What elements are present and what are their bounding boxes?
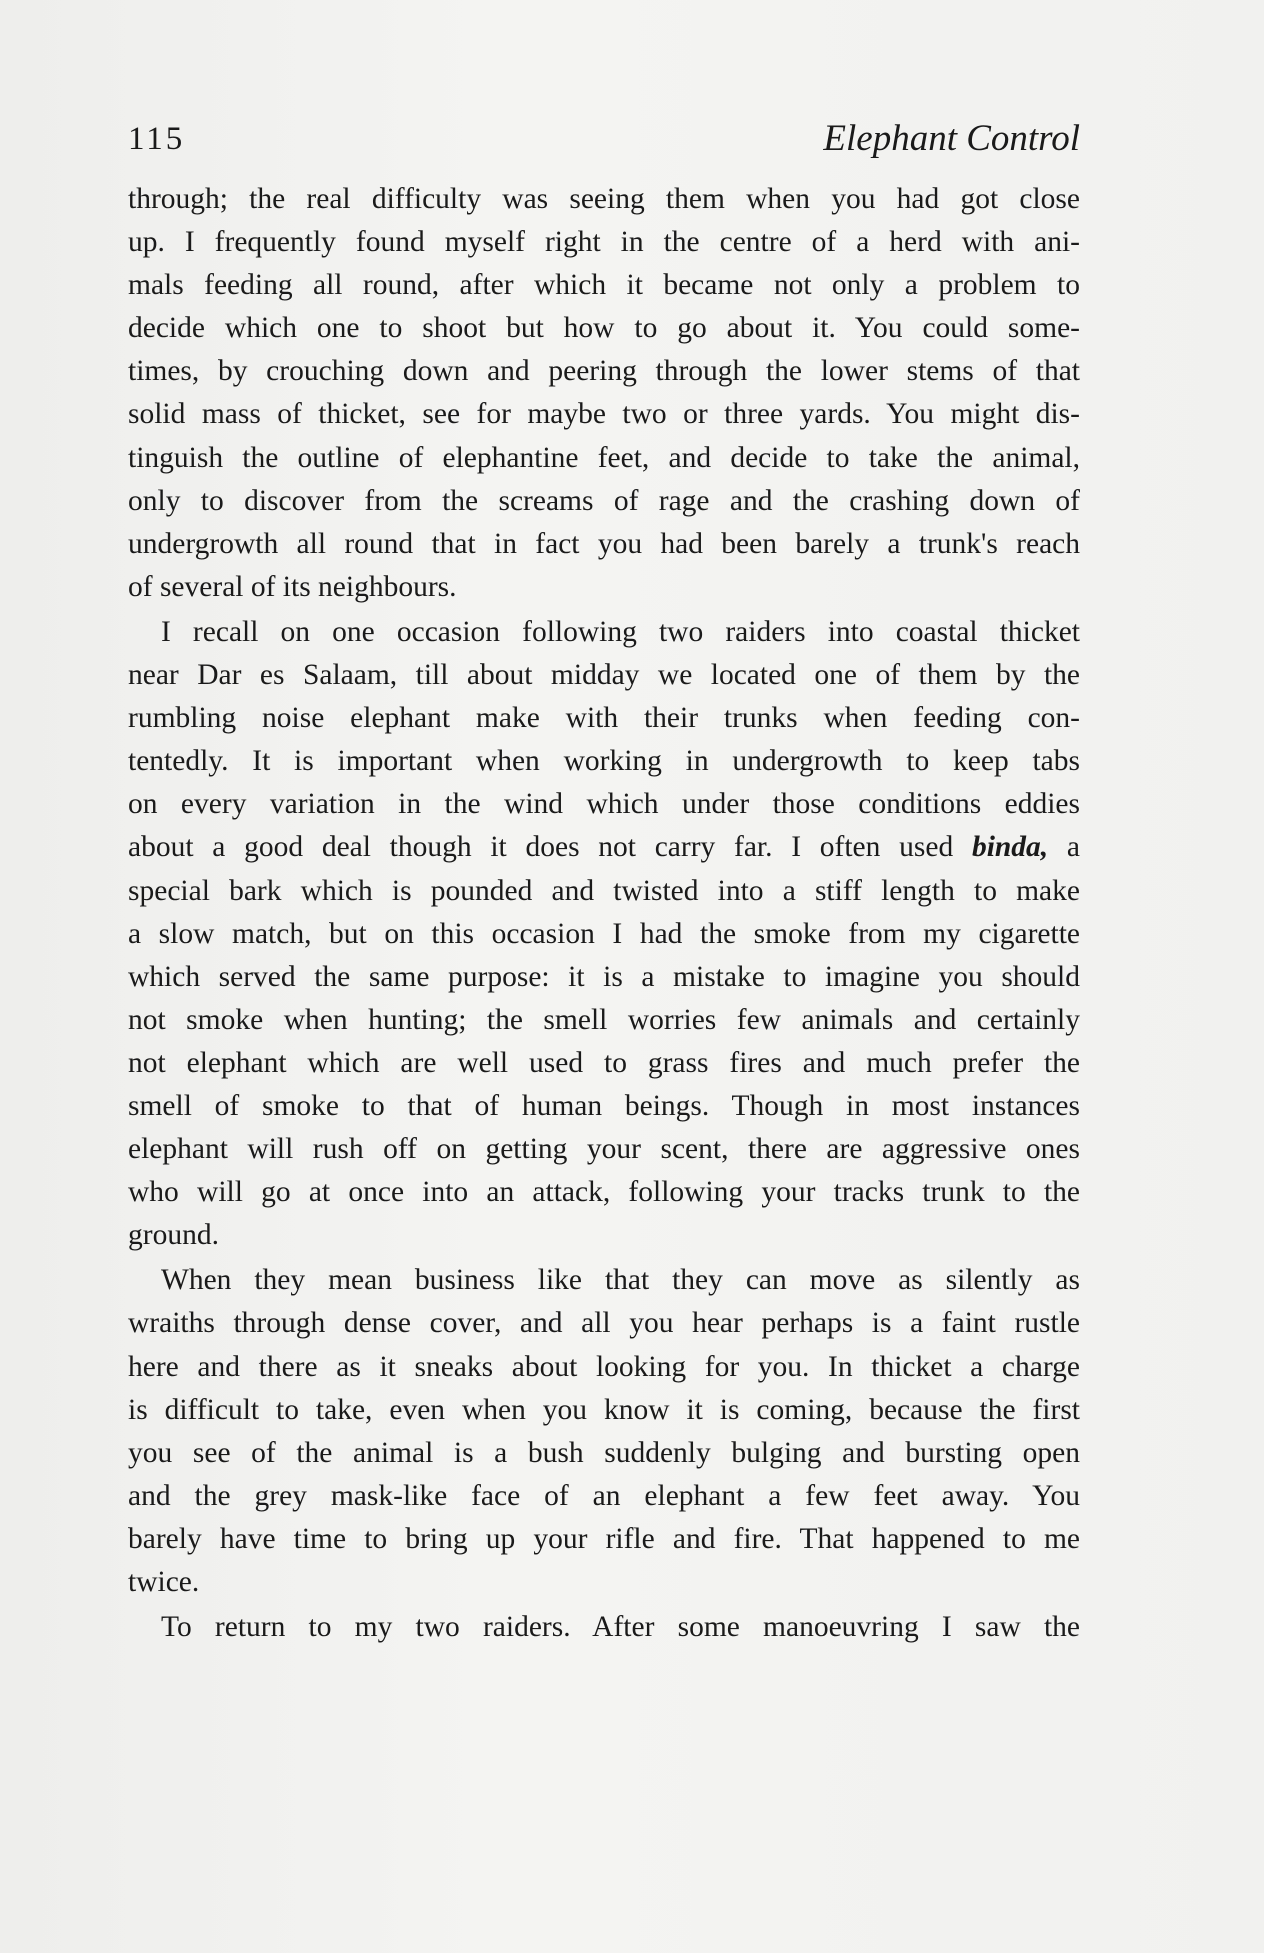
text-line: here and there as it sneaks about looking for you. In thicket a charge (128, 1350, 1080, 1383)
paragraph-2 (128, 611, 1080, 1257)
text-line-with-italic (128, 826, 1080, 869)
text-line: is difficult to take, even when you know it is coming, because the first (128, 1393, 1080, 1426)
text-line: twice. (128, 1566, 200, 1598)
text-line: To return to my two raiders. After some manoeuvring I saw the (161, 1611, 1080, 1644)
text-line: tentedly. It is important when working in undergrowth to keep tabs (128, 745, 1080, 778)
text-line: ground. (128, 1219, 219, 1252)
text-line: tinguish the outline of elephantine feet, and decide to take the animal, (128, 441, 1080, 474)
paragraph-1 (128, 178, 1080, 609)
paragraph-4 (128, 1606, 1080, 1649)
text-line: decide which one to shoot but how to go about it. You could some- (128, 312, 1080, 345)
text-line: elephant will rush off on getting your scent, there are aggressive ones (128, 1133, 1080, 1166)
text-line: times, by crouching down and peering through the lower stems of that (128, 355, 1080, 388)
text-line: undergrowth all round that in fact you had been barely a trunk's reach (128, 527, 1080, 560)
text-line: When they mean business like that they can move as silently as (161, 1264, 1080, 1297)
text-line: only to discover from the screams of rage and the crashing down of (128, 484, 1080, 517)
text-line: wraiths through dense cover, and all you hear perhaps is a faint rustle (128, 1307, 1080, 1340)
running-head: Elephant Control (823, 118, 1080, 159)
text-line: up. I frequently found myself right in the centre of a herd with ani- (128, 226, 1080, 259)
text-line: not elephant which are well used to grass fires and much prefer the (128, 1046, 1080, 1079)
text-line: not smoke when hunting; the smell worries few animals and certainly (128, 1003, 1080, 1036)
text-line: a slow match, but on this occasion I had the smoke from my cigarette (128, 917, 1080, 950)
page-header (128, 112, 1080, 166)
text-line: who will go at once into an attack, following your tracks trunk to the (128, 1176, 1080, 1209)
text-line: you see of the animal is a bush suddenly bulging and bursting open (128, 1436, 1080, 1469)
text-line: solid mass of thicket, see for maybe two or three yards. You might dis- (128, 398, 1080, 431)
text-line: rumbling noise elephant make with their trunks when feeding con- (128, 702, 1080, 735)
text-segment: a (1048, 831, 1080, 864)
text-line: which served the same purpose: it is a mistake to imagine you should (128, 960, 1080, 993)
text-line: mals feeding all round, after which it became not only a problem to (128, 269, 1080, 302)
text-line: near Dar es Salaam, till about midday we located one of them by the (128, 659, 1080, 692)
text-line: barely have time to bring up your rifle and fire. That happened to me (128, 1522, 1080, 1555)
text-line: special bark which is pounded and twisted into a stiff length to make (128, 874, 1080, 907)
text-line: through; the real difficulty was seeing them when you had got close (128, 183, 1080, 215)
italic-word: binda, (971, 831, 1049, 864)
page-number: 115 (128, 121, 186, 157)
text-segment: about a good deal though it does not carry far. I often used (128, 831, 954, 864)
text-line: smell of smoke to that of human beings. Though in most instances (128, 1089, 1080, 1122)
text-line: I recall on one occasion following two raiders into coastal thicket (161, 615, 1080, 648)
text-line: of several of its neighbours. (128, 570, 457, 603)
text-line: and the grey mask-like face of an elephant a few feet away. You (128, 1479, 1080, 1512)
paragraph-3 (128, 1259, 1080, 1604)
text-line: on every variation in the wind which under those conditions eddies (128, 788, 1080, 821)
body-text (128, 178, 1080, 1649)
